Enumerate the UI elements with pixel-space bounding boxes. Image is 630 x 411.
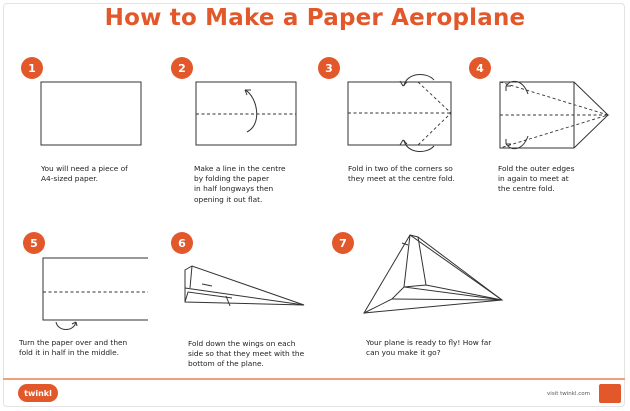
step-2-caption: Make a line in the centre by folding the paper in half longways then opening it out flat.: [194, 164, 286, 204]
step-7-caption: Your plane is ready to fly! How far can you make it go?: [366, 338, 492, 358]
step-1-paper-illustration: [38, 80, 148, 150]
step-4-outer-edges-illustration: [498, 72, 618, 157]
step-5-caption: Turn the paper over and then fold it in half in the middle.: [19, 338, 128, 358]
step-2-fold-illustration: [193, 80, 303, 150]
step-5-turn-over-illustration: [40, 254, 152, 334]
step-6-caption: Fold down the wings on each side so that they meet with the bottom of the plane.: [188, 339, 305, 369]
twinkl-logo: twinkl: [18, 384, 58, 402]
step-7-number-badge: 7: [332, 232, 354, 254]
step-5-number-badge: 5: [23, 232, 45, 254]
page-title: How to Make a Paper Aeroplane: [104, 5, 526, 31]
step-3-corners-illustration: [346, 70, 466, 155]
step-6-wings-illustration: [182, 258, 312, 318]
step-1-number-badge: 1: [21, 57, 43, 79]
step-7-finished-plane-illustration: [362, 225, 522, 325]
step-2-number-badge: 2: [171, 57, 193, 79]
step-3-number-badge: 3: [318, 57, 340, 79]
footer-bar: [3, 378, 625, 407]
step-6-number-badge: 6: [171, 232, 193, 254]
step-4-caption: Fold the outer edges in again to meet at the centre fold.: [498, 164, 575, 194]
step-4-number-badge: 4: [469, 57, 491, 79]
step-3-caption: Fold in two of the corners so they meet at the centre fold.: [348, 164, 455, 184]
visit-website-text: visit twinkl.com: [547, 391, 590, 397]
step-1-caption: You will need a piece of A4-sized paper.: [41, 164, 128, 184]
twinkl-quality-seal-icon: [599, 384, 621, 403]
